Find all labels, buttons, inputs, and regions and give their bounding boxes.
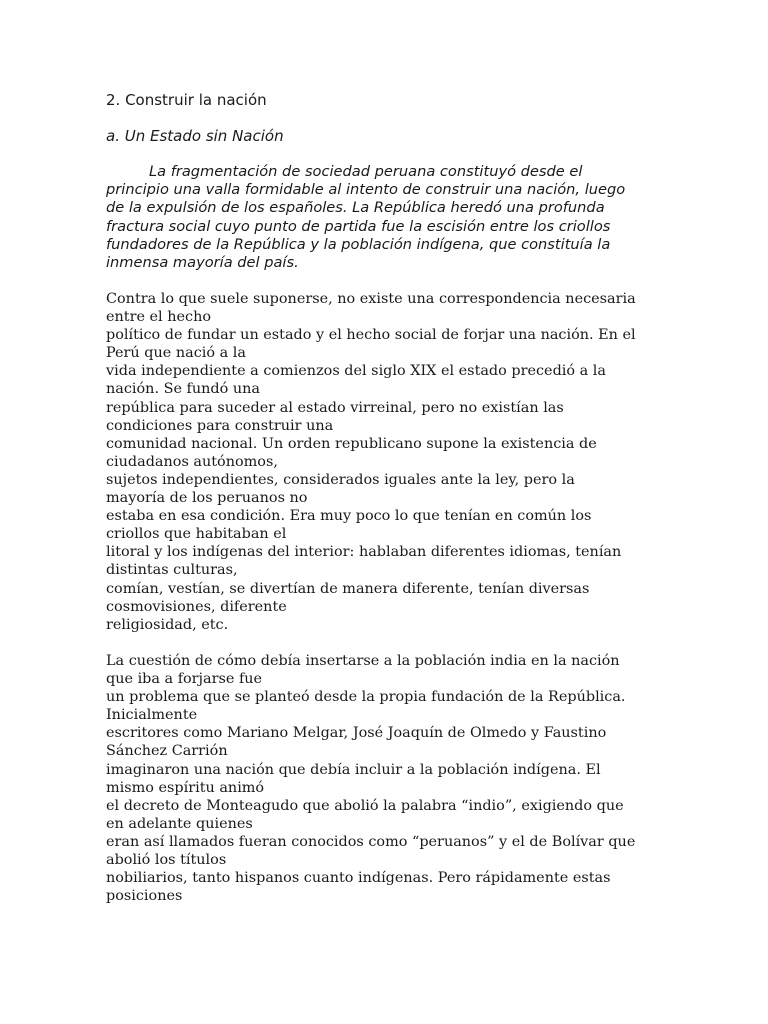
paragraph-line: ciudadanos autónomos, bbox=[106, 453, 278, 470]
paragraph-line: vida independiente a comienzos del siglo XIX el estado precedió a la bbox=[106, 363, 606, 380]
paragraph-line: imaginaron una nación que debía incluir a la población indígena. El bbox=[106, 761, 601, 778]
paragraph-line: escritores como Mariano Melgar, José Joaquín de Olmedo y Faustino bbox=[106, 725, 607, 742]
paragraph-line: comían, vestían, se divertían de manera diferente, tenían diversas bbox=[106, 580, 590, 597]
paragraph-line: sujetos independientes, considerados iguales ante la ley, pero la bbox=[106, 471, 575, 488]
paragraph-line: religiosidad, etc. bbox=[106, 616, 229, 633]
paragraph-line: Perú que nació a la bbox=[106, 345, 246, 362]
paragraph-line: comunidad nacional. Un orden republicano supone la existencia de bbox=[106, 435, 597, 452]
paragraph-line: distintas culturas, bbox=[106, 562, 238, 579]
intro-line: fundadores de la República y la población indígena, que constituía la bbox=[106, 235, 611, 253]
intro-paragraph bbox=[106, 163, 625, 272]
intro-line: de la expulsión de los españoles. La República heredó una profunda bbox=[106, 199, 605, 217]
paragraph-line: el decreto de Monteagudo que abolió la palabra “indio”, exigiendo que bbox=[106, 797, 624, 814]
paragraph-line: abolió los títulos bbox=[106, 852, 227, 869]
paragraph-line: república para suceder al estado virreinal, pero no existían las bbox=[106, 399, 564, 416]
intro-line: principio una valla formidable al intento de construir una nación, luego bbox=[106, 181, 626, 199]
subsection-heading: a. Un Estado sin Nación bbox=[106, 127, 284, 145]
paragraph-line: cosmovisiones, diferente bbox=[106, 598, 287, 615]
paragraph-line: litoral y los indígenas del interior: hablaban diferentes idiomas, tenían bbox=[106, 544, 622, 561]
paragraph-line: condiciones para construir una bbox=[106, 417, 334, 434]
paragraph-line: Inicialmente bbox=[106, 707, 198, 724]
paragraph-line: estaba en esa condición. Era muy poco lo que tenían en común los bbox=[106, 508, 592, 525]
intro-line: fractura social cuyo punto de partida fue la escisión entre los criollos bbox=[106, 217, 611, 235]
paragraph-2 bbox=[106, 652, 635, 905]
paragraph-line: que iba a forjarse fue bbox=[106, 671, 263, 688]
paragraph-line: criollos que habitaban el bbox=[106, 526, 287, 543]
paragraph-line: entre el hecho bbox=[106, 309, 212, 326]
paragraph-line: mayoría de los peruanos no bbox=[106, 490, 308, 507]
paragraph-line: nación. Se fundó una bbox=[106, 381, 260, 398]
paragraph-line: eran así llamados fueran conocidos como “peruanos” y el de Bolívar que bbox=[106, 833, 636, 850]
paragraph-line: en adelante quienes bbox=[106, 815, 253, 832]
intro-line: inmensa mayoría del país. bbox=[106, 254, 299, 272]
paragraph-line: La cuestión de cómo debía insertarse a la población india en la nación bbox=[106, 653, 620, 669]
paragraph-line: Contra lo que suele suponerse, no existe una correspondencia necesaria bbox=[106, 291, 636, 307]
paragraph-line: nobiliarios, tanto hispanos cuanto indígenas. Pero rápidamente estas bbox=[106, 870, 611, 887]
intro-line: La fragmentación de sociedad peruana constituyó desde el bbox=[149, 163, 583, 180]
section-heading: 2. Construir la nación bbox=[106, 91, 267, 109]
paragraph-line: político de fundar un estado y el hecho social de forjar una nación. En el bbox=[106, 327, 636, 344]
paragraph-line: posiciones bbox=[106, 888, 183, 905]
paragraph-line: mismo espíritu animó bbox=[106, 779, 265, 796]
paragraph-line: Sánchez Carrión bbox=[106, 743, 228, 760]
paragraph-1 bbox=[106, 290, 636, 634]
paragraph-line: un problema que se planteó desde la propia fundación de la República. bbox=[106, 689, 626, 706]
